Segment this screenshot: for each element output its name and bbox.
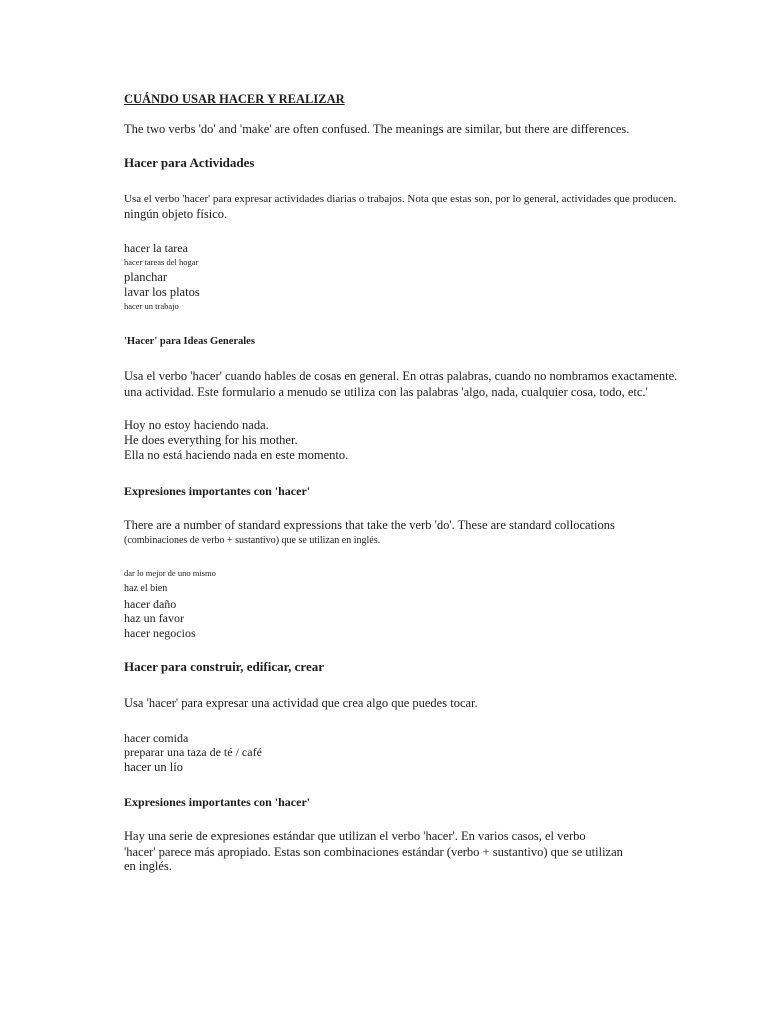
section-heading-expresiones-2: Expresiones importantes con 'hacer': [124, 795, 311, 809]
example-item: hacer negocios: [124, 626, 196, 640]
example-item: hacer comida: [124, 731, 189, 745]
example-item: hacer tareas del hogar: [124, 257, 199, 267]
document-title: CUÁNDO USAR HACER Y REALIZAR: [124, 92, 345, 106]
section-paragraph-line: en inglés.: [124, 859, 172, 873]
section-paragraph-line: Usa el verbo 'hacer' para expresar actividades diarias o trabajos. Nota que estas son, por lo general, actividades que producen.: [124, 193, 677, 205]
section-heading-expresiones: Expresiones importantes con 'hacer': [124, 484, 311, 498]
section-heading-ideas-generales: 'Hacer' para Ideas Generales: [124, 336, 255, 347]
section-paragraph-line: 'hacer' parece más apropiado. Estas son combinaciones estándar (verbo + sustantivo) que se utilizan: [124, 845, 623, 859]
section-paragraph-line: ningún objeto físico.: [124, 207, 228, 221]
section-paragraph-line: (combinaciones de verbo + sustantivo) que se utilizan en inglés.: [124, 535, 381, 546]
example-item: preparar una taza de té / café: [124, 745, 262, 759]
example-item: hacer daño: [124, 597, 177, 611]
section-heading-actividades: Hacer para Actividades: [124, 155, 255, 170]
section-paragraph-line: una actividad. Este formulario a menudo se utiliza con las palabras 'algo, nada, cualquier cosa, todo, etc.': [124, 385, 648, 399]
example-item: Hoy no estoy haciendo nada.: [124, 418, 269, 432]
intro-paragraph: The two verbs 'do' and 'make' are often confused. The meanings are similar, but there are differences.: [124, 122, 630, 136]
section-paragraph-line: Usa 'hacer' para expresar una actividad que crea algo que puedes tocar.: [124, 696, 478, 710]
example-item: lavar los platos: [124, 285, 200, 299]
example-item: Ella no está haciendo nada en este momento.: [124, 448, 349, 462]
section-paragraph-line: Hay una serie de expresiones estándar que utilizan el verbo 'hacer'. En varios casos, el verbo: [124, 829, 586, 843]
example-item: hacer un lío: [124, 760, 184, 774]
example-item: haz un favor: [124, 611, 184, 625]
example-item: He does everything for his mother.: [124, 433, 298, 447]
example-item: planchar: [124, 270, 168, 284]
example-item: hacer la tarea: [124, 241, 188, 255]
section-paragraph-line: Usa el verbo 'hacer' cuando hables de cosas en general. En otras palabras, cuando no nombramos exactamente.: [124, 369, 678, 383]
example-item: hacer un trabajo: [124, 301, 179, 311]
example-item: dar lo mejor de uno mismo: [124, 568, 216, 578]
section-heading-construir: Hacer para construir, edificar, crear: [124, 659, 325, 674]
section-paragraph-line: There are a number of standard expressions that take the verb 'do'. These are standard collocations: [124, 518, 615, 532]
example-item: haz el bien: [124, 583, 168, 594]
